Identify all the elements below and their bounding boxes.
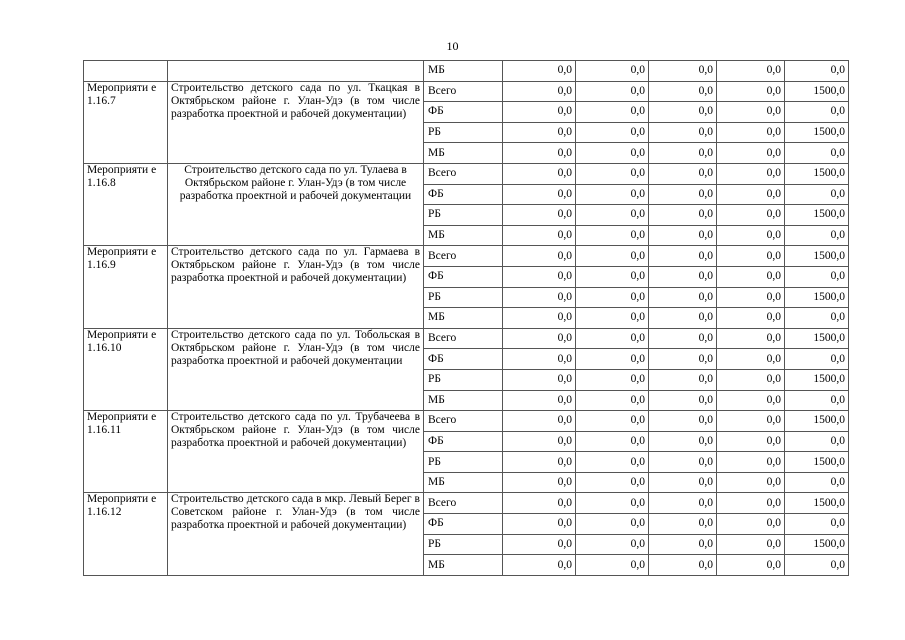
- funding-source-cell: Всего: [424, 246, 503, 267]
- value-cell: 0,0: [649, 555, 717, 576]
- value-cell: 0,0: [649, 349, 717, 370]
- table-row: [84, 246, 849, 267]
- value-cell: 0,0: [576, 287, 649, 308]
- measure-code-cell: Мероприяти е 1.16.11: [84, 411, 168, 493]
- empty-code-cell: [84, 61, 168, 82]
- value-cell: 0,0: [649, 122, 717, 143]
- value-cell: 0,0: [717, 514, 785, 535]
- funding-source-cell: РБ: [424, 369, 503, 390]
- value-cell: 0,0: [576, 102, 649, 123]
- value-cell: 0,0: [717, 349, 785, 370]
- funding-source-cell: ФБ: [424, 431, 503, 452]
- value-cell: 0,0: [503, 369, 576, 390]
- value-cell: 0,0: [785, 472, 849, 493]
- value-cell: 0,0: [649, 493, 717, 514]
- value-cell: 0,0: [503, 514, 576, 535]
- value-cell: 0,0: [576, 122, 649, 143]
- value-cell: 0,0: [717, 61, 785, 82]
- value-cell: 0,0: [785, 555, 849, 576]
- value-cell: 0,0: [785, 431, 849, 452]
- value-cell: 0,0: [503, 493, 576, 514]
- value-cell: 0,0: [649, 308, 717, 329]
- value-cell: 0,0: [576, 163, 649, 184]
- value-cell: 0,0: [576, 61, 649, 82]
- value-cell: 0,0: [503, 287, 576, 308]
- value-cell: 0,0: [649, 411, 717, 432]
- value-cell: 0,0: [576, 555, 649, 576]
- value-cell: 0,0: [503, 411, 576, 432]
- funding-source-cell: Всего: [424, 81, 503, 102]
- value-cell: 0,0: [717, 452, 785, 473]
- funding-source-cell: РБ: [424, 452, 503, 473]
- funding-source-cell: ФБ: [424, 184, 503, 205]
- value-cell: 1500,0: [785, 369, 849, 390]
- table-row: [84, 61, 849, 82]
- value-cell: 0,0: [785, 266, 849, 287]
- budget-table: [83, 60, 849, 576]
- value-cell: 0,0: [649, 472, 717, 493]
- measure-description-cell: Строительство детского сада в мкр. Левый Берег в Советском районе г. Улан-Удэ (в том числе разработка проектной и рабочей документации): [168, 493, 424, 575]
- value-cell: 0,0: [717, 369, 785, 390]
- value-cell: 0,0: [503, 349, 576, 370]
- value-cell: 0,0: [717, 472, 785, 493]
- value-cell: 0,0: [503, 308, 576, 329]
- measure-code-cell: Мероприяти е 1.16.12: [84, 493, 168, 575]
- value-cell: 0,0: [717, 225, 785, 246]
- value-cell: 0,0: [576, 431, 649, 452]
- value-cell: 0,0: [503, 266, 576, 287]
- funding-source-cell: ФБ: [424, 266, 503, 287]
- value-cell: 0,0: [503, 61, 576, 82]
- value-cell: 1500,0: [785, 163, 849, 184]
- value-cell: 0,0: [717, 205, 785, 226]
- value-cell: 0,0: [503, 225, 576, 246]
- value-cell: 0,0: [503, 452, 576, 473]
- empty-description-cell: [168, 61, 424, 82]
- value-cell: 0,0: [717, 81, 785, 102]
- funding-source-cell: Всего: [424, 163, 503, 184]
- value-cell: 0,0: [576, 493, 649, 514]
- value-cell: 0,0: [785, 514, 849, 535]
- value-cell: 0,0: [503, 328, 576, 349]
- funding-source-cell: РБ: [424, 205, 503, 226]
- page-number: 10: [446, 39, 459, 53]
- value-cell: 0,0: [785, 143, 849, 164]
- value-cell: 0,0: [785, 349, 849, 370]
- value-cell: 0,0: [785, 61, 849, 82]
- funding-source-cell: МБ: [424, 225, 503, 246]
- value-cell: 0,0: [649, 514, 717, 535]
- value-cell: 0,0: [576, 390, 649, 411]
- value-cell: 0,0: [503, 390, 576, 411]
- value-cell: 0,0: [717, 555, 785, 576]
- value-cell: 0,0: [576, 205, 649, 226]
- value-cell: 0,0: [717, 102, 785, 123]
- table-row: [84, 493, 849, 514]
- value-cell: 1500,0: [785, 452, 849, 473]
- table-row: [84, 163, 849, 184]
- value-cell: 0,0: [717, 287, 785, 308]
- value-cell: 0,0: [717, 390, 785, 411]
- value-cell: 0,0: [649, 205, 717, 226]
- value-cell: 0,0: [503, 534, 576, 555]
- value-cell: 0,0: [576, 534, 649, 555]
- measure-code-cell: Мероприяти е 1.16.9: [84, 246, 168, 328]
- value-cell: 0,0: [503, 102, 576, 123]
- value-cell: 0,0: [717, 411, 785, 432]
- value-cell: 0,0: [717, 122, 785, 143]
- value-cell: 0,0: [503, 431, 576, 452]
- value-cell: 0,0: [717, 143, 785, 164]
- funding-source-cell: МБ: [424, 61, 503, 82]
- value-cell: 0,0: [785, 102, 849, 123]
- value-cell: 0,0: [576, 143, 649, 164]
- value-cell: 0,0: [649, 452, 717, 473]
- value-cell: 0,0: [503, 122, 576, 143]
- value-cell: 0,0: [503, 205, 576, 226]
- value-cell: 0,0: [717, 328, 785, 349]
- value-cell: 1500,0: [785, 534, 849, 555]
- funding-source-cell: МБ: [424, 308, 503, 329]
- value-cell: 0,0: [576, 308, 649, 329]
- value-cell: 0,0: [503, 555, 576, 576]
- value-cell: 0,0: [576, 369, 649, 390]
- value-cell: 0,0: [717, 308, 785, 329]
- value-cell: 0,0: [649, 328, 717, 349]
- measure-code-cell: Мероприяти е 1.16.10: [84, 328, 168, 410]
- value-cell: 0,0: [649, 534, 717, 555]
- funding-source-cell: МБ: [424, 143, 503, 164]
- value-cell: 0,0: [576, 225, 649, 246]
- measure-code-cell: Мероприяти е 1.16.7: [84, 81, 168, 163]
- value-cell: 0,0: [503, 472, 576, 493]
- value-cell: 0,0: [576, 452, 649, 473]
- value-cell: 0,0: [649, 287, 717, 308]
- value-cell: 0,0: [649, 102, 717, 123]
- value-cell: 1500,0: [785, 493, 849, 514]
- value-cell: 0,0: [576, 246, 649, 267]
- value-cell: 0,0: [649, 431, 717, 452]
- table-row: [84, 328, 849, 349]
- value-cell: 0,0: [503, 163, 576, 184]
- funding-source-cell: Всего: [424, 328, 503, 349]
- value-cell: 0,0: [649, 225, 717, 246]
- value-cell: 1500,0: [785, 81, 849, 102]
- value-cell: 0,0: [503, 81, 576, 102]
- funding-source-cell: ФБ: [424, 514, 503, 535]
- measure-description-cell: Строительство детского сада по ул. Гармаева в Октябрьском районе г. Улан-Удэ (в том числе разработка проектной и рабочей документации): [168, 246, 424, 328]
- value-cell: 0,0: [576, 514, 649, 535]
- value-cell: 1500,0: [785, 328, 849, 349]
- value-cell: 0,0: [649, 61, 717, 82]
- measure-code-cell: Мероприяти е 1.16.8: [84, 163, 168, 245]
- funding-source-cell: ФБ: [424, 102, 503, 123]
- value-cell: 0,0: [785, 390, 849, 411]
- value-cell: 0,0: [717, 184, 785, 205]
- funding-source-cell: МБ: [424, 472, 503, 493]
- value-cell: 0,0: [649, 266, 717, 287]
- value-cell: 0,0: [649, 81, 717, 102]
- value-cell: 0,0: [576, 184, 649, 205]
- funding-source-cell: ФБ: [424, 349, 503, 370]
- measure-description-cell: Строительство детского сада по ул. Ткацкая в Октябрьском районе г. Улан-Удэ (в том числе разработка проектной и рабочей документации): [168, 81, 424, 163]
- value-cell: 0,0: [503, 184, 576, 205]
- value-cell: 0,0: [785, 225, 849, 246]
- value-cell: 1500,0: [785, 246, 849, 267]
- value-cell: 0,0: [717, 431, 785, 452]
- measure-description-cell: Строительство детского сада по ул. Трубачеева в Октябрьском районе г. Улан-Удэ (в том числе разработка проектной и рабочей документации): [168, 411, 424, 493]
- value-cell: 0,0: [576, 472, 649, 493]
- value-cell: 0,0: [576, 81, 649, 102]
- value-cell: 0,0: [576, 411, 649, 432]
- funding-source-cell: РБ: [424, 287, 503, 308]
- funding-source-cell: Всего: [424, 411, 503, 432]
- value-cell: 0,0: [717, 246, 785, 267]
- value-cell: 0,0: [576, 349, 649, 370]
- funding-source-cell: МБ: [424, 390, 503, 411]
- value-cell: 0,0: [785, 308, 849, 329]
- funding-source-cell: МБ: [424, 555, 503, 576]
- measure-description-cell: Строительство детского сада по ул. Тулаева в Октябрьском районе г. Улан-Удэ (в том числе разработка проектной и рабочей документации: [168, 163, 424, 245]
- table-row: [84, 81, 849, 102]
- value-cell: 1500,0: [785, 122, 849, 143]
- value-cell: 1500,0: [785, 205, 849, 226]
- value-cell: 0,0: [649, 163, 717, 184]
- value-cell: 0,0: [649, 390, 717, 411]
- value-cell: 0,0: [785, 184, 849, 205]
- value-cell: 0,0: [649, 369, 717, 390]
- value-cell: 0,0: [649, 246, 717, 267]
- value-cell: 0,0: [717, 266, 785, 287]
- value-cell: 0,0: [576, 266, 649, 287]
- value-cell: 0,0: [717, 163, 785, 184]
- measure-description-cell: Строительство детского сада по ул. Тобольская в Октябрьском районе г. Улан-Удэ (в том числе разработка проектной и рабочей документации: [168, 328, 424, 410]
- value-cell: 1500,0: [785, 287, 849, 308]
- value-cell: 1500,0: [785, 411, 849, 432]
- funding-source-cell: РБ: [424, 122, 503, 143]
- value-cell: 0,0: [717, 493, 785, 514]
- value-cell: 0,0: [649, 184, 717, 205]
- table-row: [84, 411, 849, 432]
- funding-source-cell: РБ: [424, 534, 503, 555]
- value-cell: 0,0: [503, 246, 576, 267]
- value-cell: 0,0: [717, 534, 785, 555]
- value-cell: 0,0: [576, 328, 649, 349]
- value-cell: 0,0: [503, 143, 576, 164]
- value-cell: 0,0: [649, 143, 717, 164]
- funding-source-cell: Всего: [424, 493, 503, 514]
